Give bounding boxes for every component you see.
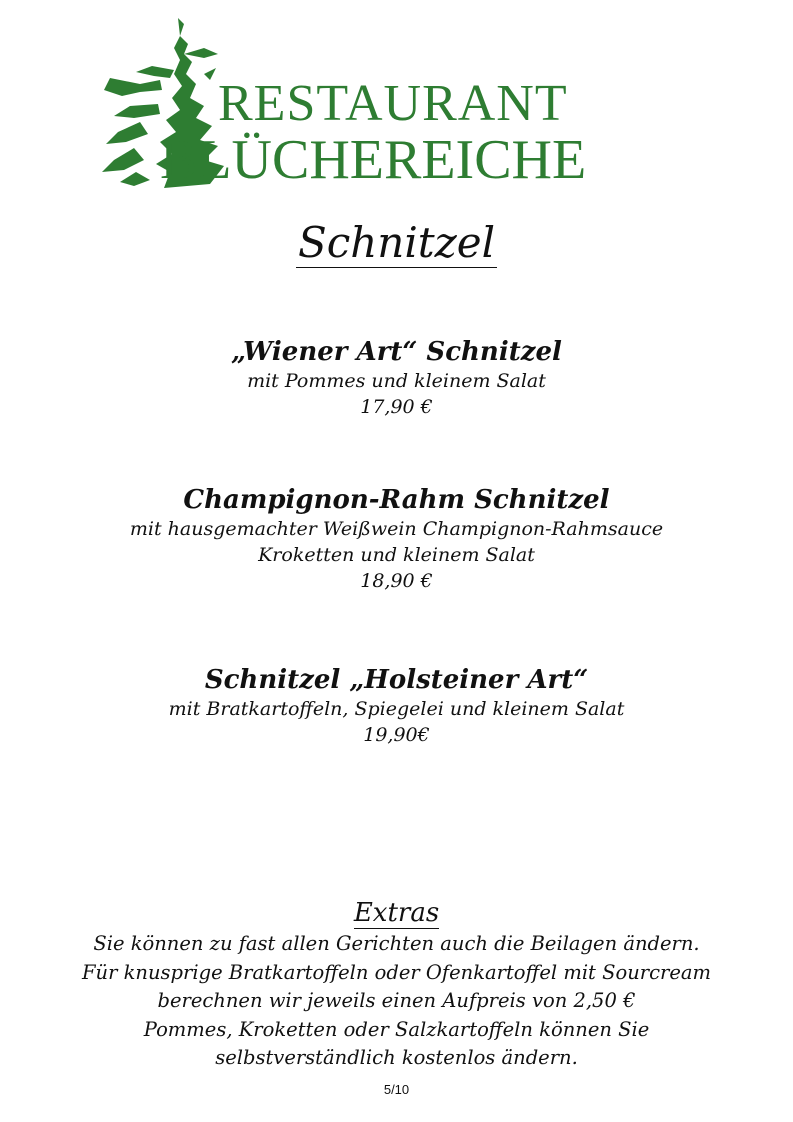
- dish-description: mit Pommes und kleinem Salat: [247, 370, 546, 392]
- page-title: [0, 216, 793, 270]
- extras-line: Sie können zu fast allen Gerichten auch die Beilagen ändern.: [93, 932, 700, 955]
- extras-line: Pommes, Kroketten oder Salzkartoffeln können Sie: [143, 1017, 650, 1041]
- extras-heading: [0, 896, 793, 930]
- dish-3: [0, 664, 793, 748]
- dish-price: 17,90 €: [360, 396, 433, 418]
- page-number: 5/10: [383, 1082, 410, 1097]
- extras-line: berechnen wir jeweils einen Aufpreis von 2,50 €: [157, 989, 636, 1012]
- logo-text-bluechereiche: BLÜCHEREICHE: [160, 129, 587, 191]
- logo-text-restaurant: RESTAURANT: [218, 75, 568, 132]
- dish-name: „Wiener Art“ Schnitzel: [231, 337, 562, 367]
- page-title-text: Schnitzel: [297, 218, 496, 267]
- dish-description: Kroketten und kleinem Salat: [258, 544, 535, 566]
- extras-heading-text: Extras: [353, 898, 440, 928]
- dish-description: mit Bratkartoffeln, Spiegelei und kleinem Salat: [168, 698, 625, 720]
- dish-price: 19,90€: [363, 724, 430, 746]
- restaurant-logo: [100, 14, 704, 192]
- dish-1: [0, 336, 793, 420]
- dish-2: [0, 484, 793, 594]
- dish-description: mit hausgemachter Weißwein Champignon-Rahmsauce: [129, 518, 664, 540]
- extras-section: [0, 896, 793, 1073]
- dish-name: Champignon-Rahm Schnitzel: [183, 485, 610, 515]
- dish-name: Schnitzel „Holsteiner Art“: [204, 665, 589, 695]
- extras-line: Für knusprige Bratkartoffeln oder Ofenkartoffel mit Sourcream: [82, 960, 711, 984]
- extras-line: selbstverständlich kostenlos ändern.: [215, 1046, 578, 1069]
- dish-price: 18,90 €: [360, 570, 433, 592]
